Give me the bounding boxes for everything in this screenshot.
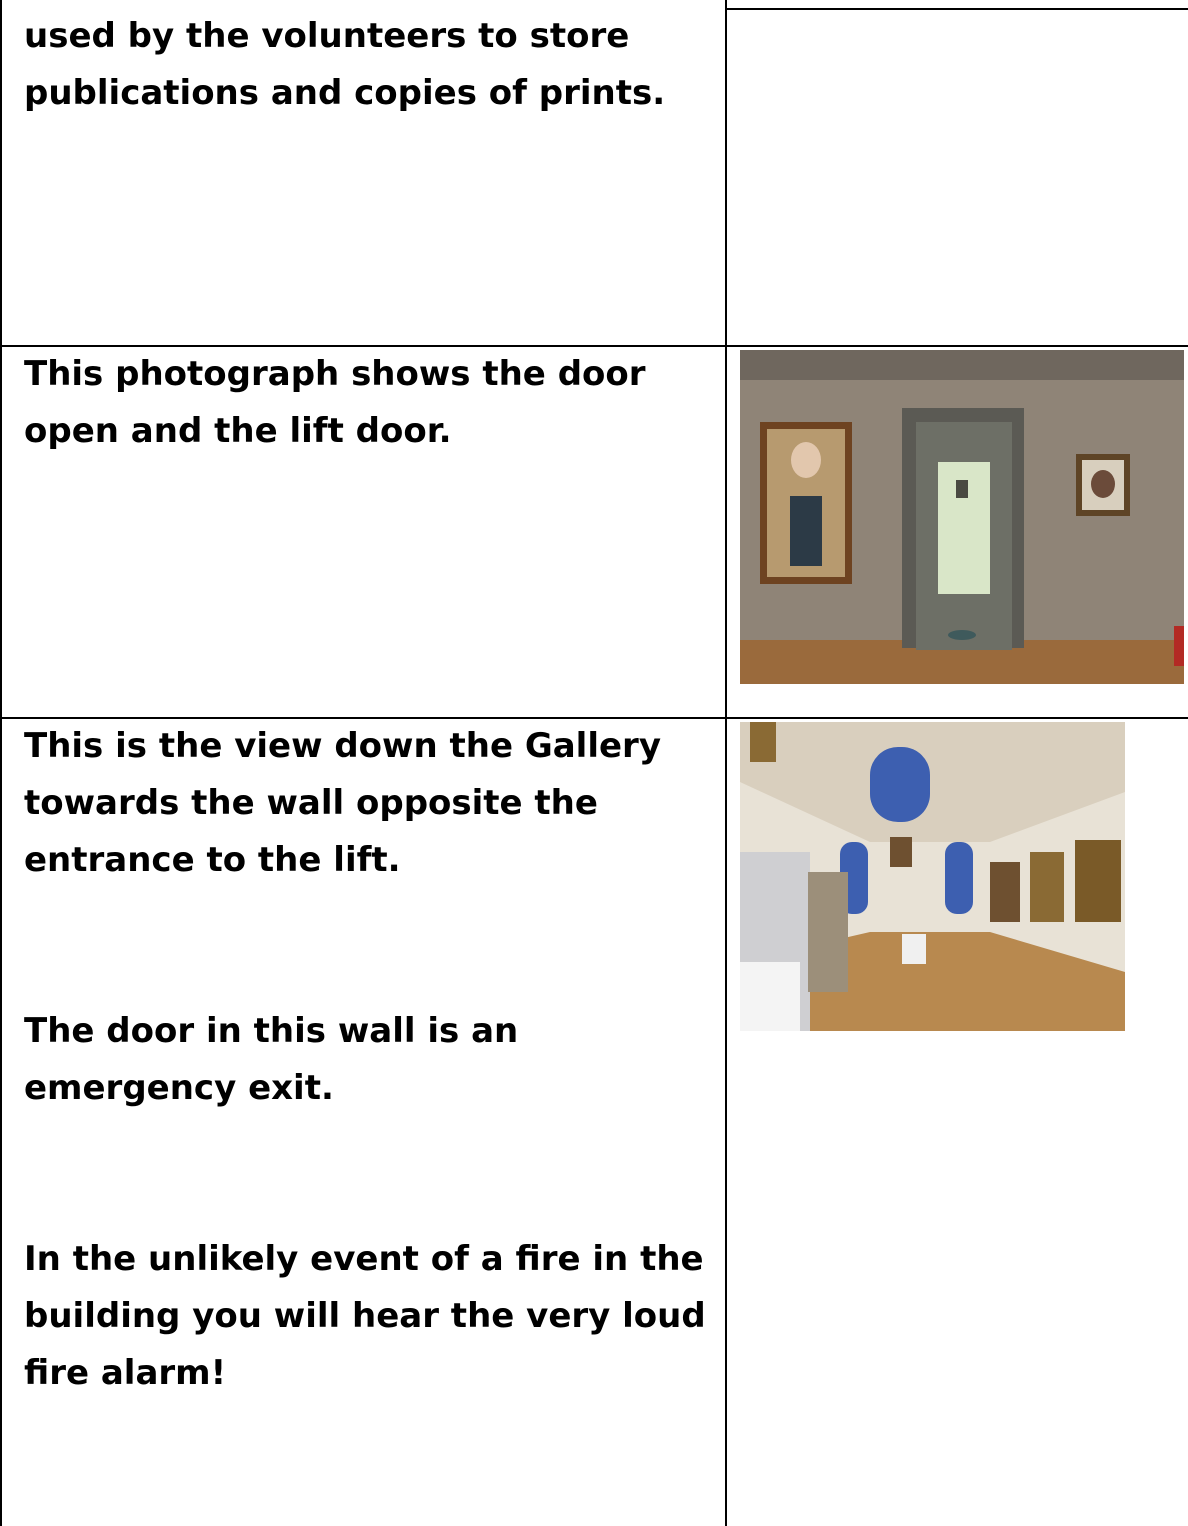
row-3-paragraph-1: This is the view down the Gallery towards the wall opposite the entrance to the lift. xyxy=(24,726,661,880)
gallery-hall-photo-image xyxy=(740,722,1125,1031)
table-border-top-right xyxy=(725,8,1188,10)
table-column-divider xyxy=(725,0,727,1526)
row-1-text-cell xyxy=(24,8,714,122)
gallery-door-photo-image xyxy=(740,350,1184,684)
row-3-paragraph-2: The door in this wall is an emergency exit. xyxy=(24,1011,519,1108)
photo-gallery-hall-view xyxy=(740,722,1125,1031)
table-border-left xyxy=(0,0,2,1526)
row-2-paragraph: This photograph shows the door open and the lift door. xyxy=(24,354,646,451)
row-2-text-cell xyxy=(24,346,714,460)
photo-gallery-door-and-lift xyxy=(740,350,1184,684)
row-3-paragraph-3: In the unlikely event of a fire in the building you will hear the very loud fire alarm! xyxy=(24,1239,706,1393)
row-1-paragraph: used by the volunteers to store publications and copies of prints. xyxy=(24,16,666,113)
row-3-text-cell xyxy=(24,718,714,1402)
